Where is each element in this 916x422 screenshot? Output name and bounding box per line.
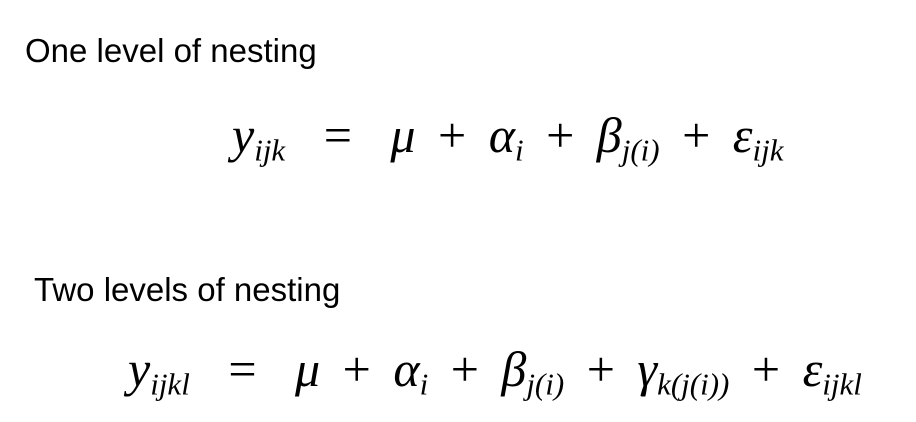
plus-sign: + <box>438 107 467 163</box>
term-alpha-subscript: i <box>514 132 524 168</box>
lhs-symbol: y <box>232 107 255 163</box>
heading-one-level: One level of nesting <box>25 32 317 69</box>
plus-sign: + <box>682 107 711 163</box>
term-alpha: α <box>488 107 515 163</box>
term-beta-subscript: j(i) <box>621 132 660 168</box>
term-beta: β <box>596 107 622 163</box>
term-mu: μ <box>390 107 416 163</box>
heading-two-levels: Two levels of nesting <box>34 271 341 308</box>
plus-sign: + <box>450 341 479 397</box>
term-alpha: α <box>393 341 420 397</box>
term-beta-subscript: j(i) <box>526 366 565 402</box>
term-epsilon-subscript: ijkl <box>822 366 862 402</box>
term-alpha-subscript: i <box>419 366 429 402</box>
equation-two-levels <box>128 341 862 402</box>
plus-sign: + <box>342 341 371 397</box>
term-gamma-subscript: k(j(i)) <box>657 366 730 402</box>
plus-sign: + <box>751 341 781 397</box>
equals-sign: = <box>323 107 352 163</box>
equation-one-level <box>232 107 784 168</box>
equals-sign: = <box>228 341 257 397</box>
term-beta: β <box>501 341 527 397</box>
term-epsilon: ε <box>732 107 753 163</box>
lhs-subscript: ijk <box>254 132 286 168</box>
term-epsilon: ε <box>802 341 823 397</box>
term-gamma: γ <box>637 341 658 397</box>
plus-sign: + <box>586 341 615 397</box>
lhs-subscript: ijkl <box>150 366 190 402</box>
term-mu: μ <box>295 341 321 397</box>
lhs-symbol: y <box>128 341 151 397</box>
plus-sign: + <box>546 107 575 163</box>
term-epsilon-subscript: ijk <box>752 132 784 168</box>
